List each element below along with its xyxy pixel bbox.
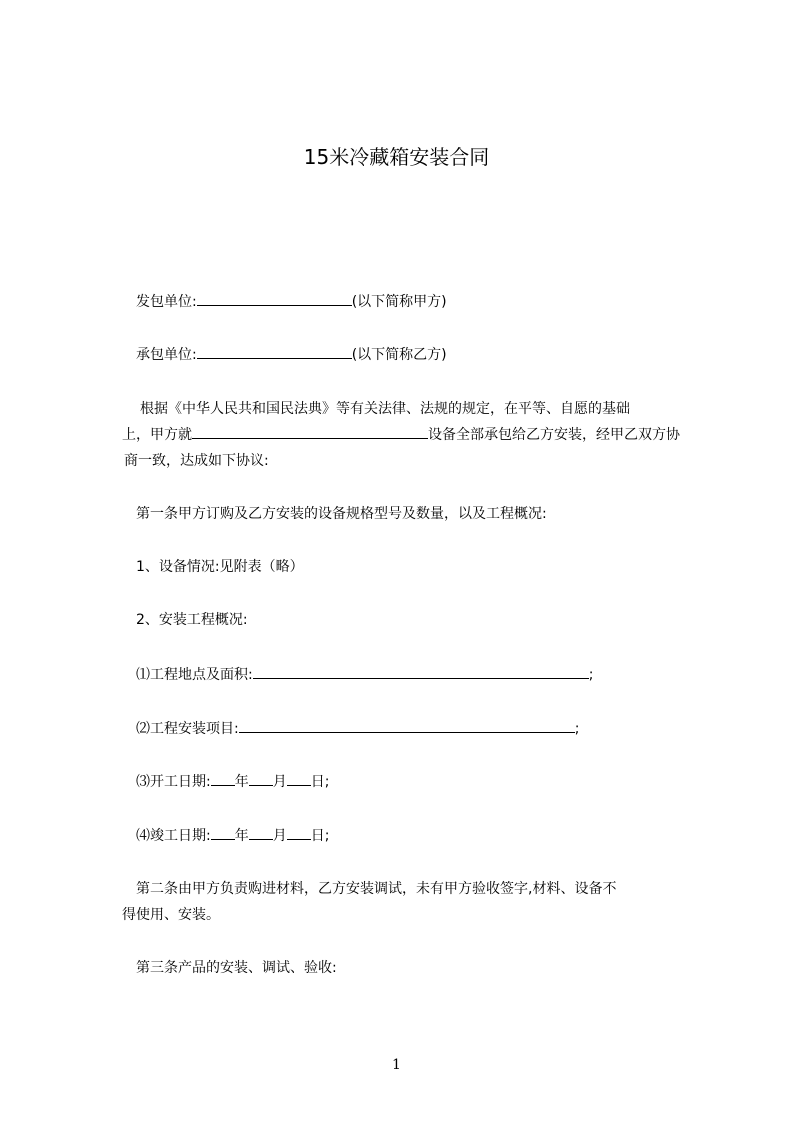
project-location-line [136,664,593,685]
article-2-line-1: 第二条由甲方负责购进材料，乙方安装调试，未有甲方验收签字,材料、设备不 [136,881,617,897]
install-items-line [136,718,579,739]
completion-year-blank[interactable] [211,825,235,840]
completion-month-label: 月 [272,828,287,844]
page-number: 1 [392,1057,401,1073]
start-year-label: 年 [234,774,249,790]
article-1-item-2: 2、安装工程概况: [136,612,248,628]
preamble-line-1: 根据《中华人民共和国民法典》等有关法律、法规的规定，在平等、自愿的基础 [140,401,630,417]
start-month-label: 月 [272,774,287,790]
article-1-item-1: 1、设备情况:见附表（略） [136,559,304,575]
install-items-blank[interactable] [239,718,575,733]
equipment-blank[interactable] [192,424,428,439]
project-location-blank[interactable] [253,664,589,679]
party-b-label: 承包单位: [136,347,197,363]
project-location-end: ; [588,667,594,683]
completion-date-line [136,825,329,846]
party-b-line [136,344,447,365]
article-3-heading: 第三条产品的安装、调试、验收: [136,960,337,976]
completion-month-blank[interactable] [249,825,273,840]
preamble-line-2-prefix: 上，甲方就 [122,427,192,443]
party-b-suffix: (以下简称乙方) [351,347,447,363]
start-date-line [136,771,329,792]
install-items-end: ; [574,721,580,737]
completion-year-label: 年 [234,828,249,844]
party-a-blank[interactable] [197,291,352,306]
article-2-paragraph [122,876,706,928]
party-a-line [136,291,447,312]
party-a-label: 发包单位: [136,294,197,310]
start-year-blank[interactable] [211,771,235,786]
completion-date-label: ⑷竣工日期: [136,828,211,844]
project-location-label: ⑴工程地点及面积: [136,667,253,683]
party-a-suffix: (以下简称甲方) [351,294,447,310]
article-2-line-2: 得使用、安装。 [122,907,220,923]
preamble-line-2 [122,422,706,448]
article-1-heading: 第一条甲方订购及乙方安装的设备规格型号及数量，以及工程概况: [136,506,547,522]
start-day-blank[interactable] [287,771,311,786]
start-day-label: 日; [310,774,330,790]
completion-day-label: 日; [310,828,330,844]
preamble-line-3: 商一致，达成如下协议: [124,453,269,469]
preamble-paragraph [122,396,706,474]
preamble-line-2-suffix: 设备全部承包给乙方安装，经甲乙双方协 [428,427,680,443]
start-month-blank[interactable] [249,771,273,786]
start-date-label: ⑶开工日期: [136,774,211,790]
party-b-blank[interactable] [197,344,352,359]
install-items-label: ⑵工程安装项目: [136,721,239,737]
completion-day-blank[interactable] [287,825,311,840]
contract-title: 15米冷藏箱安装合同 [303,145,490,169]
